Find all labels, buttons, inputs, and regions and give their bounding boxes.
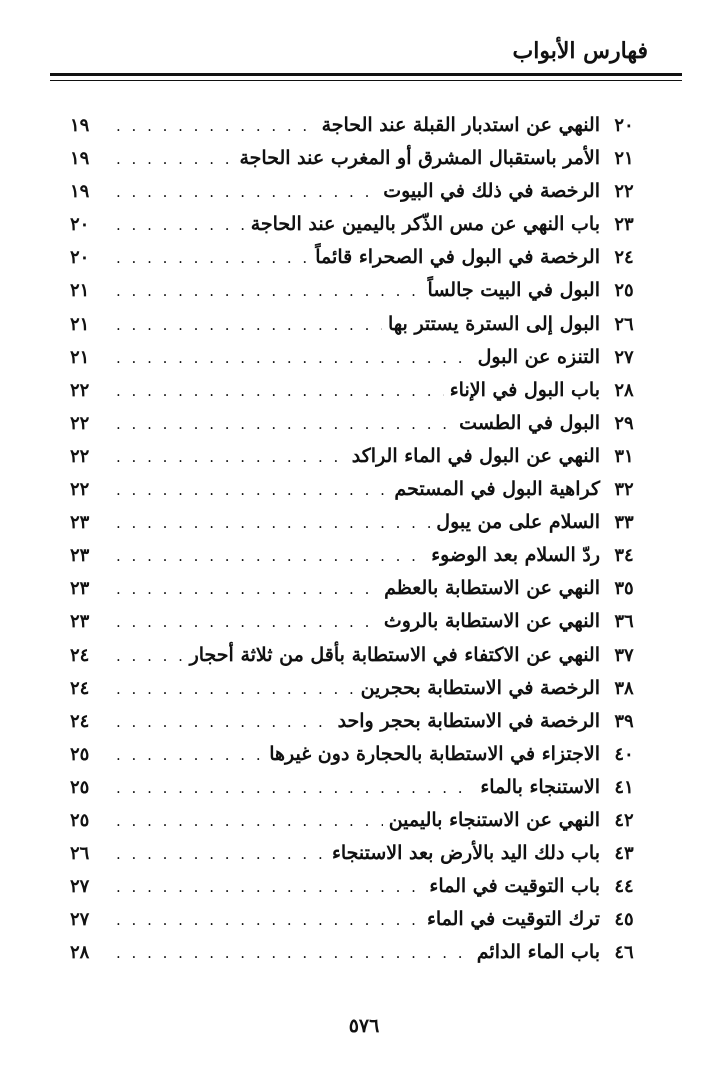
entry-page-number: ٢٣ <box>70 512 90 534</box>
toc-entry <box>70 208 648 241</box>
entry-page-number: ٢٠ <box>70 247 90 269</box>
dot-leader <box>116 375 444 408</box>
dot-leader <box>116 805 383 838</box>
dot-leader <box>116 904 421 937</box>
toc-entry <box>70 109 648 142</box>
entry-number: ٣٩ <box>614 710 634 732</box>
entry-number: ٤١ <box>614 776 634 798</box>
entry-page-number: ٢١ <box>70 280 90 302</box>
entry-title: الرخصة في الاستطابة بحجرين <box>360 676 600 699</box>
entry-number: ٣٢ <box>614 479 634 501</box>
dot-leader <box>116 838 326 871</box>
toc-entry <box>70 407 648 440</box>
entry-title: كراهية البول في المستحم <box>394 478 600 501</box>
toc-entry <box>70 738 648 771</box>
page-number: ٥٧٦ <box>348 1015 380 1037</box>
dot-leader <box>116 209 245 242</box>
entry-title: باب البول في الإناء <box>449 378 600 401</box>
entry-number: ٤٢ <box>614 809 634 831</box>
dot-leader <box>116 309 382 342</box>
entry-number: ٣٧ <box>614 644 634 666</box>
toc-entry <box>70 936 648 969</box>
entry-number: ٢٦ <box>614 313 634 335</box>
toc-entry <box>70 870 648 903</box>
dot-leader <box>116 540 425 573</box>
toc-entry <box>70 341 648 374</box>
toc-entry <box>70 639 648 672</box>
entry-number: ٢٤ <box>614 247 634 269</box>
entry-page-number: ٢٣ <box>70 545 90 567</box>
dot-leader <box>116 176 377 209</box>
entry-page-number: ١٩ <box>70 148 90 170</box>
entry-page-number: ٢٨ <box>70 942 90 964</box>
entry-number: ٣١ <box>614 445 634 467</box>
dot-leader <box>116 739 263 772</box>
entry-title: البول إلى السترة يستتر بها <box>388 312 600 335</box>
entry-number: ٤٤ <box>614 876 634 898</box>
toc-entry <box>70 142 648 175</box>
toc-entry <box>70 903 648 936</box>
entry-title: التنزه عن البول <box>477 345 600 368</box>
entry-number: ٢٠ <box>614 115 634 136</box>
dot-leader <box>116 871 423 904</box>
toc-entry <box>70 473 648 506</box>
entry-page-number: ٢٢ <box>70 479 90 501</box>
toc-entry <box>70 440 648 473</box>
entry-page-number: ٢٥ <box>70 743 90 765</box>
dot-leader <box>116 275 422 308</box>
toc-entry <box>70 539 648 572</box>
entry-page-number: ٢٣ <box>70 578 90 600</box>
entry-number: ٢٣ <box>614 214 634 236</box>
toc-entry <box>70 506 648 539</box>
entry-title: النهي عن البول في الماء الراكد <box>351 444 600 467</box>
dot-leader <box>116 242 309 275</box>
entry-page-number: ٢٢ <box>70 445 90 467</box>
entry-number: ٣٨ <box>614 677 634 699</box>
running-header-title: فهارس الأبواب <box>512 38 648 64</box>
dot-leader <box>116 937 471 970</box>
entry-number: ٣٣ <box>614 512 634 534</box>
entry-page-number: ٢٢ <box>70 379 90 401</box>
entry-number: ٢١ <box>614 148 634 170</box>
entry-title: الاستنجاء بالماء <box>480 775 600 798</box>
dot-leader <box>116 342 472 375</box>
dot-leader <box>116 143 234 176</box>
entry-title: الرخصة في الاستطابة بحجر واحد <box>337 709 600 732</box>
header-rule-thin <box>50 80 682 81</box>
table-of-contents <box>70 109 648 969</box>
entry-title: البول في البيت جالساً <box>427 279 600 302</box>
entry-page-number: ١٩ <box>70 115 90 136</box>
entry-number: ٤٦ <box>614 942 634 964</box>
dot-leader <box>116 441 346 474</box>
entry-title: الاجتزاء في الاستطابة بالحجارة دون غيرها <box>269 742 600 765</box>
dot-leader <box>116 474 388 507</box>
dot-leader <box>116 606 378 639</box>
entry-title: باب التوقيت في الماء <box>429 875 600 898</box>
dot-leader <box>116 673 355 706</box>
entry-title: باب دلك اليد بالأرض بعد الاستنجاء <box>331 842 600 865</box>
toc-entry <box>70 804 648 837</box>
entry-page-number: ٢٦ <box>70 843 90 865</box>
entry-title: السلام على من يبول <box>436 511 600 534</box>
dot-leader <box>116 110 316 143</box>
entry-number: ٣٥ <box>614 578 634 600</box>
entry-title: البول في الطست <box>459 411 600 434</box>
entry-title: ردّ السلام بعد الوضوء <box>431 544 600 567</box>
entry-title: النهي عن الاكتفاء في الاستطابة بأقل من ثلاثة أحجار <box>189 643 600 666</box>
header-rule-thick <box>50 73 682 76</box>
entry-title: النهي عن الاستطابة بالروث <box>383 610 600 633</box>
entry-page-number: ٢٤ <box>70 710 90 732</box>
dot-leader <box>116 706 332 739</box>
entry-number: ٢٢ <box>614 181 634 203</box>
dot-leader <box>116 640 184 673</box>
entry-page-number: ١٩ <box>70 181 90 203</box>
entry-title: الرخصة في ذلك في البيوت <box>383 180 600 203</box>
toc-entry <box>70 175 648 208</box>
entry-number: ٢٧ <box>614 346 634 368</box>
entry-number: ٢٩ <box>614 412 634 434</box>
entry-page-number: ٢٢ <box>70 412 90 434</box>
entry-page-number: ٢٠ <box>70 214 90 236</box>
entry-title: الأمر باستقبال المشرق أو المغرب عند الحاجة <box>239 147 600 170</box>
toc-entry <box>70 672 648 705</box>
entry-title: النهي عن الاستطابة بالعظم <box>384 577 600 600</box>
entry-page-number: ٢١ <box>70 346 90 368</box>
entry-page-number: ٢٥ <box>70 776 90 798</box>
entry-page-number: ٢١ <box>70 313 90 335</box>
entry-number: ٢٨ <box>614 379 634 401</box>
dot-leader <box>116 408 453 441</box>
dot-leader <box>116 573 378 606</box>
entry-title: ترك التوقيت في الماء <box>426 908 600 931</box>
entry-title: النهي عن الاستنجاء باليمين <box>388 808 600 831</box>
entry-title: الرخصة في البول في الصحراء قائماً <box>315 246 600 269</box>
toc-entry <box>70 837 648 870</box>
entry-number: ٢٥ <box>614 280 634 302</box>
entry-page-number: ٢٤ <box>70 644 90 666</box>
toc-entry <box>70 771 648 804</box>
entry-page-number: ٢٣ <box>70 611 90 633</box>
entry-page-number: ٢٥ <box>70 809 90 831</box>
toc-entry <box>70 274 648 307</box>
entry-title: باب الماء الدائم <box>476 941 600 964</box>
dot-leader <box>116 772 474 805</box>
entry-title: باب النهي عن مس الذّكر باليمين عند الحاجة <box>250 213 600 236</box>
toc-entry <box>70 241 648 274</box>
entry-page-number: ٢٤ <box>70 677 90 699</box>
entry-number: ٣٦ <box>614 611 634 633</box>
toc-entry <box>70 308 648 341</box>
entry-number: ٤٠ <box>614 743 634 765</box>
toc-entry <box>70 374 648 407</box>
entry-number: ٤٣ <box>614 843 634 865</box>
entry-number: ٣٤ <box>614 545 634 567</box>
toc-entry <box>70 705 648 738</box>
entry-page-number: ٢٧ <box>70 876 90 898</box>
toc-entry <box>70 572 648 605</box>
toc-entry <box>70 605 648 638</box>
entry-title: النهي عن استدبار القبلة عند الحاجة <box>321 114 600 136</box>
entry-number: ٤٥ <box>614 909 634 931</box>
entry-page-number: ٢٧ <box>70 909 90 931</box>
dot-leader <box>116 507 430 540</box>
